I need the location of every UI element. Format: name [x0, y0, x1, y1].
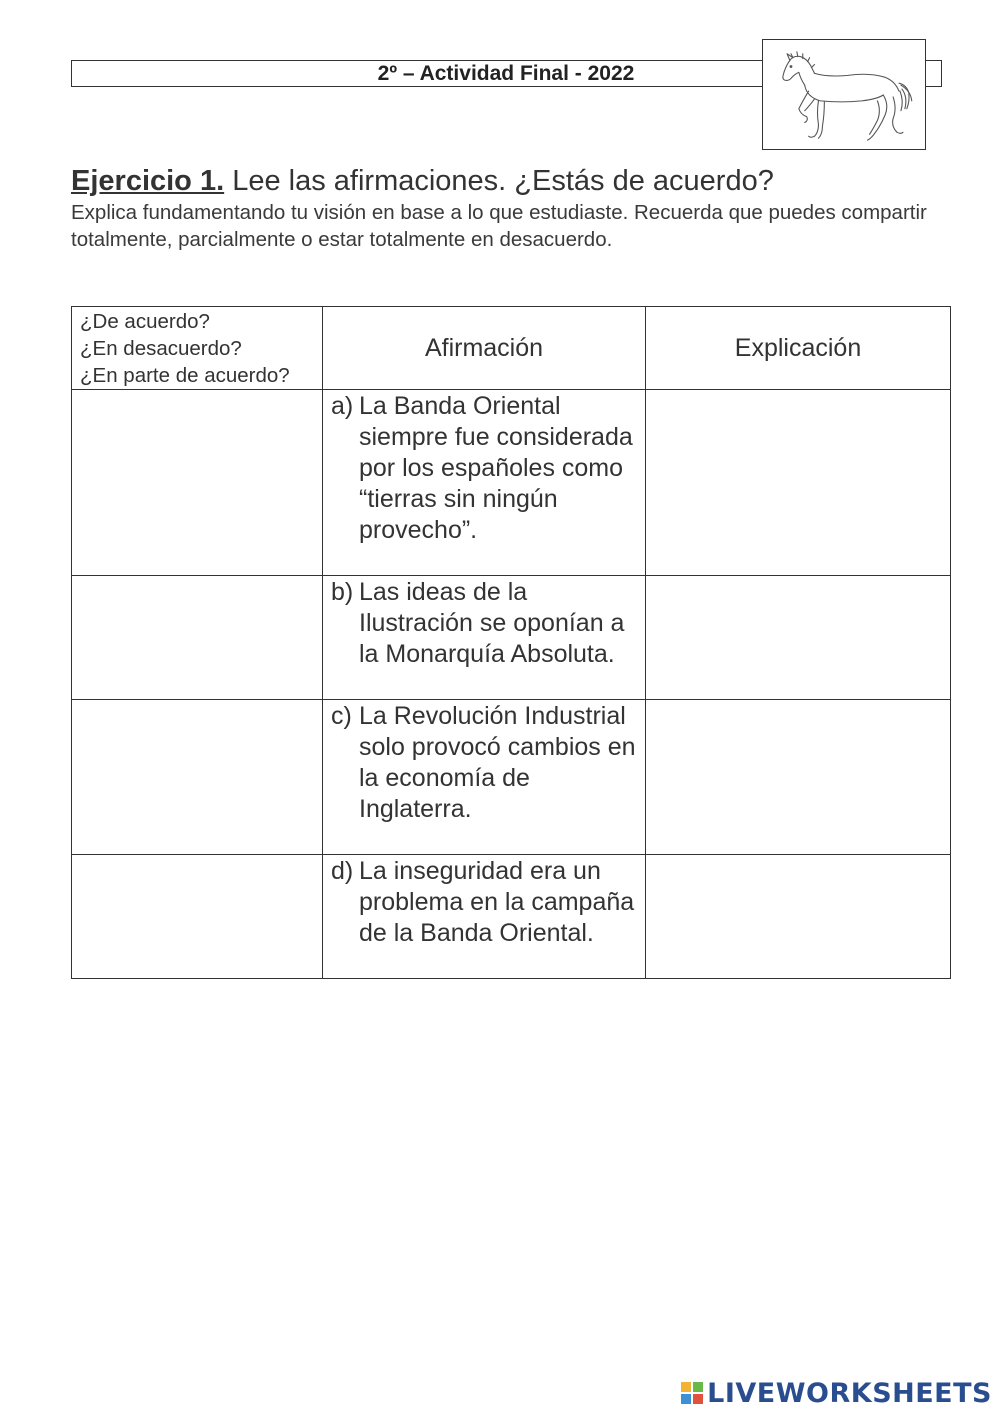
statement-text: La Revolución Industrial solo provocó cambios en la economía de Inglaterra.	[359, 702, 636, 823]
statement-cell	[323, 855, 646, 979]
statement-cell	[323, 576, 646, 700]
explanation-cell[interactable]	[646, 700, 951, 855]
statement-letter: c)	[331, 702, 352, 730]
option-partial: ¿En parte de acuerdo?	[80, 364, 290, 387]
statement-column-header: Afirmación	[323, 307, 646, 390]
exercise-label: Ejercicio 1.	[71, 165, 225, 197]
exercise-instructions: Explica fundamentando tu visión en base a lo que estudiaste. Recuerda que puedes compartir totalmente, parcialmente o estar totalmente en desacuerdo.	[71, 201, 927, 251]
option-agree: ¿De acuerdo?	[80, 310, 210, 333]
horse-illustration	[762, 39, 926, 150]
table-row	[72, 855, 951, 979]
brand-name: LIVEWORKSHEETS	[707, 1377, 992, 1409]
explanation-cell[interactable]	[646, 390, 951, 576]
liveworksheets-icon	[681, 1382, 703, 1404]
exercise-heading	[71, 163, 774, 199]
explanation-cell[interactable]	[646, 576, 951, 700]
explanation-column-header: Explicación	[646, 307, 951, 390]
table-row	[72, 390, 951, 576]
statement-cell	[323, 700, 646, 855]
option-disagree: ¿En desacuerdo?	[80, 337, 242, 360]
answer-cell[interactable]	[72, 855, 323, 979]
statements-table	[71, 306, 951, 979]
statement-text: La Banda Oriental siempre fue considerada por los españoles como “tierras sin ningún provecho”.	[359, 392, 633, 544]
answer-cell[interactable]	[72, 576, 323, 700]
statement-cell	[323, 390, 646, 576]
explanation-cell[interactable]	[646, 855, 951, 979]
table-row	[72, 700, 951, 855]
options-header	[72, 307, 323, 390]
liveworksheets-logo	[681, 1376, 992, 1410]
table-row	[72, 576, 951, 700]
answer-cell[interactable]	[72, 700, 323, 855]
table-header-row	[72, 307, 951, 390]
answer-cell[interactable]	[72, 390, 323, 576]
statement-letter: a)	[331, 392, 354, 420]
page-title: 2º – Actividad Final - 2022	[377, 62, 635, 85]
statement-text: La inseguridad era un problema en la campaña de la Banda Oriental.	[359, 857, 635, 947]
horse-icon	[763, 40, 925, 149]
exercise-prompt: Lee las afirmaciones. ¿Estás de acuerdo?	[224, 165, 774, 197]
statement-letter: b)	[331, 578, 354, 606]
statement-letter: d)	[331, 857, 354, 885]
statement-text: Las ideas de la Ilustración se oponían a la Monarquía Absoluta.	[359, 578, 625, 668]
